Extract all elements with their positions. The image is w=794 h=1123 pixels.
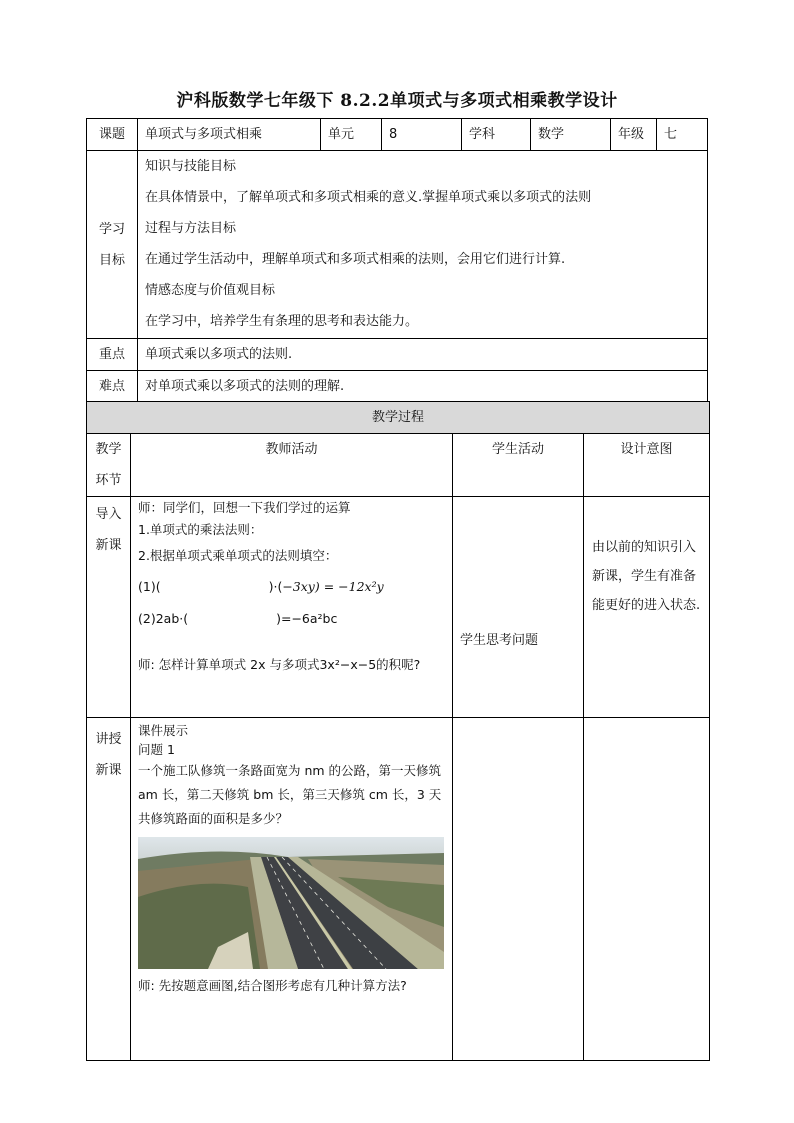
key-point-label: 重点 bbox=[87, 339, 138, 371]
fill-blank-1: (1)( )·(−3xy) = −12x²y bbox=[138, 579, 384, 594]
intro-student-activity: 学生思考问题 bbox=[453, 497, 584, 718]
student-column-header: 学生活动 bbox=[453, 434, 584, 497]
goal-line: 在通过学生活动中，理解单项式和多项式相乘的法则，会用它们进行计算. bbox=[145, 252, 566, 267]
topic-value: 单项式与多项式相乘 bbox=[138, 119, 321, 151]
goal-line: 知识与技能目标 bbox=[145, 159, 237, 174]
lecture-line: 问题 1 bbox=[138, 742, 175, 757]
goal-line: 在学习中，培养学生有条理的思考和表达能力。 bbox=[145, 314, 419, 329]
unit-value: 8 bbox=[382, 119, 462, 151]
lecture-line: 课件展示 bbox=[138, 723, 189, 738]
lecture-design-intent bbox=[584, 718, 710, 1061]
goals-content bbox=[138, 151, 708, 339]
page-title: 沪科版数学七年级下 8.2.2单项式与多项式相乘教学设计 bbox=[176, 91, 618, 111]
goal-line: 在具体情景中，了解单项式和多项式相乘的意义.掌握单项式乘以多项式的法则 bbox=[145, 190, 592, 205]
process-header: 教学过程 bbox=[87, 402, 710, 434]
intro-line: 2.根据单项式乘单项式的法则填空： bbox=[138, 548, 338, 563]
stage-column-header: 教学 环节 bbox=[87, 434, 131, 497]
key-point-text: 单项式乘以多项式的法则. bbox=[138, 339, 708, 371]
grade-value: 七 bbox=[657, 119, 708, 151]
goals-label: 学习 目标 bbox=[87, 151, 138, 339]
topic-label: 课题 bbox=[87, 119, 138, 151]
difficulty-label: 难点 bbox=[87, 371, 138, 403]
intro-question: 师: 怎样计算单项式 2x 与多项式3x²−x−5的积呢? bbox=[138, 657, 421, 672]
intro-line: 1.单项式的乘法法则： bbox=[138, 522, 263, 537]
process-table bbox=[86, 401, 710, 1061]
lecture-problem: 一个施工队修筑一条路面宽为 nm 的公路，第一天修筑 am 长，第二天修筑 bm 长，第三天修筑 cm 长，3 天共修筑路面的面积是多少？ bbox=[138, 763, 442, 826]
subject-value: 数学 bbox=[531, 119, 611, 151]
lecture-stage: 讲授 新课 bbox=[87, 718, 131, 1061]
difficulty-text: 对单项式乘以多项式的法则的理解. bbox=[138, 371, 708, 403]
intent-column-header: 设计意图 bbox=[584, 434, 710, 497]
intro-stage: 导入 新课 bbox=[87, 497, 131, 718]
intro-line: 师：同学们，回想一下我们学过的运算 bbox=[138, 500, 351, 515]
goal-line: 过程与方法目标 bbox=[145, 221, 237, 236]
info-table bbox=[86, 118, 708, 403]
grade-label: 年级 bbox=[611, 119, 657, 151]
fill-blank-2: (2)2ab·( )=−6a²bc bbox=[138, 611, 338, 626]
subject-label: 学科 bbox=[462, 119, 531, 151]
highway-photo bbox=[138, 837, 444, 969]
lecture-line: 师: 先按题意画图,结合图形考虑有几种计算方法? bbox=[138, 978, 407, 993]
intro-design-intent: 由以前的知识引入新课，学生有准备能更好的进入状态. bbox=[584, 497, 710, 718]
teacher-column-header: 教师活动 bbox=[131, 434, 453, 497]
intro-teacher-activity bbox=[131, 497, 453, 718]
goal-line: 情感态度与价值观目标 bbox=[145, 283, 276, 298]
lecture-student-activity bbox=[453, 718, 584, 1061]
unit-label: 单元 bbox=[321, 119, 382, 151]
lecture-teacher-activity bbox=[131, 718, 453, 1061]
